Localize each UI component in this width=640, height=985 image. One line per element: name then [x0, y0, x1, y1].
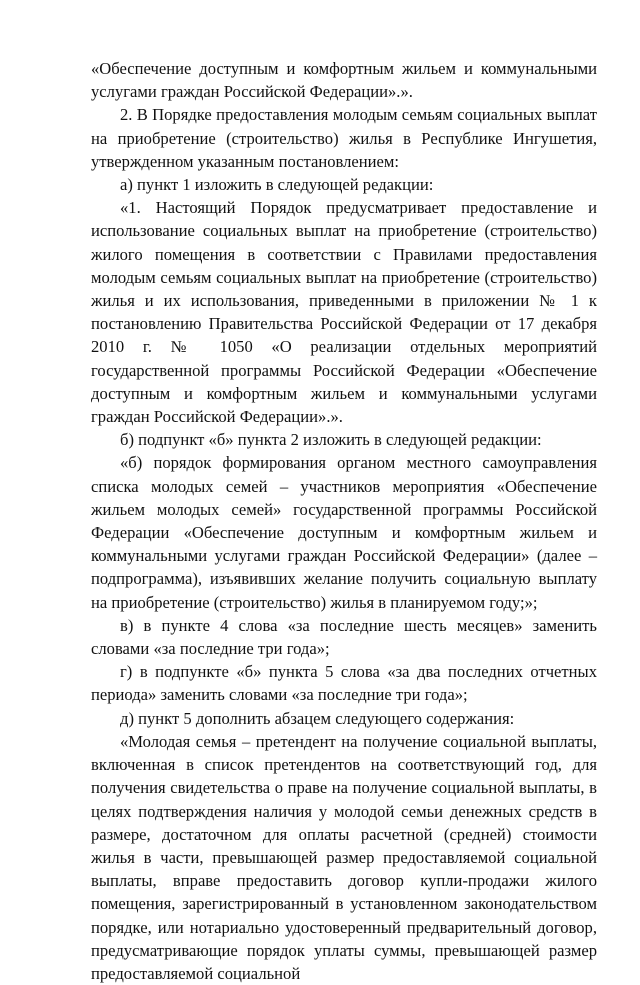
- paragraph-program-title-end: «Обеспечение доступным и комфортным жильем и коммунальными услугами граждан Российской Федерации».».: [91, 59, 597, 102]
- paragraph-subitem-b: б) подпункт «б» пункта 2 изложить в следующей редакции:: [120, 430, 542, 450]
- paragraph-subitem-a: а) пункт 1 изложить в следующей редакции:: [120, 175, 434, 195]
- document-body: [91, 57, 597, 985]
- paragraph-young-family-text: «Молодая семья – претендент на получение социальной выплаты, включенная в список претендентов на соответствующий год, для получения свидетельства о праве на получение социальной выплаты, в целях подтверждения наличия у молодой семьи денежных средств в размере, достаточном для оплаты расчетной (средней) стоимости жилья в части, превышающей размер предоставляемой социальной выплаты, вправе предоставить договор купли-продажи жилого помещения, зарегистрированный в установленном законодательством порядке, или нотариально удостоверенный предварительный договор, предусматривающие порядок уплаты суммы, превышающей размер предоставляемой социальной: [91, 731, 597, 983]
- paragraph-subitem-g: г) в подпункте «б» пункта 5 слова «за два последних отчетных периода» заменить словами «за последние три года»;: [91, 662, 597, 705]
- paragraph-subitem-d: д) пункт 5 дополнить абзацем следующего содержания:: [120, 708, 515, 728]
- paragraph-subitem-v: в) в пункте 4 слова «за последние шесть месяцев» заменить словами «за последние три года»;: [91, 615, 597, 659]
- paragraph-item-2: 2. В Порядке предоставления молодым семьям социальных выплат на приобретение (строительство) жилья в Республике Ингушетия, утвержденном указанным постановлением:: [91, 105, 597, 171]
- paragraph-subitem-b-text: «б) порядок формирования органом местного самоуправления списка молодых семей – участников мероприятия «Обеспечение жильем молодых семей» государственной программы Российской Федерации «Обеспечение доступным и комфортным жильем и коммунальными услугами граждан Российской Федерации» (далее – подпрограмма), изъявивших желание получить социальную выплату на приобретение (строительство) жилья в планируемом году;»;: [91, 453, 597, 612]
- paragraph-point-1-text: «1. Настоящий Порядок предусматривает предоставление и использование социальных выплат на приобретение (строительство) жилого помещения в соответствии с Правилами предоставления молодым семьям социальных выплат на приобретение (строительство) жилья и их использования, приведенными в приложении № 1 к постановлению Правительства Российской Федерации от 17 декабря 2010 г. № 1050 «О реализации отдельных мероприятий государственной программы Российской Федерации «Обеспечение доступным и комфортным жильем и коммунальными услугами граждан Российской Федерации».».: [91, 198, 597, 427]
